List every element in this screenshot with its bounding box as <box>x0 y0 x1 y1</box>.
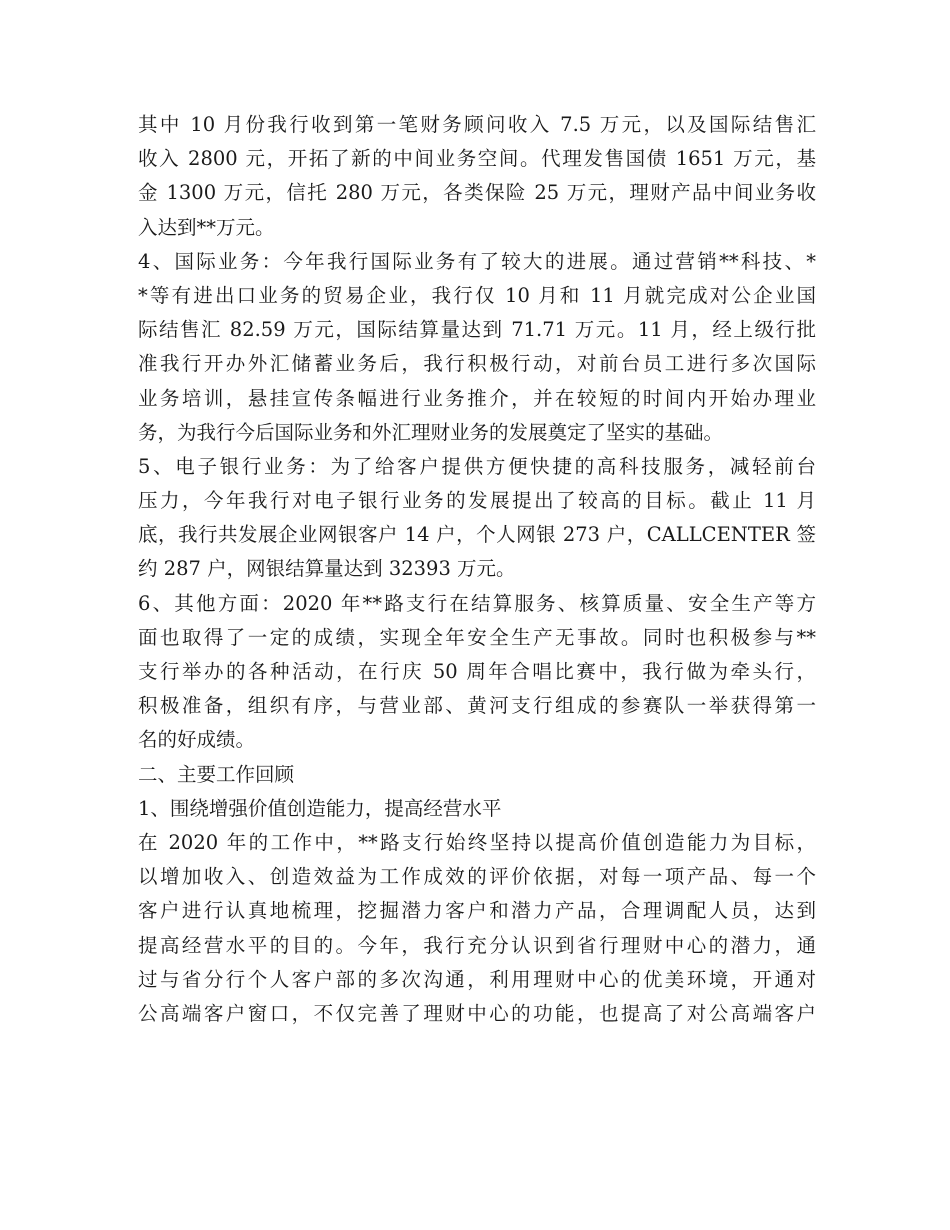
text-line: 名的好成绩。 <box>138 728 256 752</box>
text-line: 压力，今年我行对电子银行业务的发展提出了较高的目标。截止 11 月 <box>138 489 816 513</box>
text-line: 准我行开办外汇储蓄业务后，我行积极行动，对前台员工进行多次国际 <box>138 352 816 376</box>
subsection-1-heading: 1、围绕增强价值创造能力，提高经营水平 <box>138 796 502 820</box>
text-line: 公高端客户窗口，不仅完善了理财中心的功能，也提高了对公高端客户 <box>138 1001 816 1025</box>
text-line: *等有进出口业务的贸易企业，我行仅 10 月和 11 月就完成对公企业国 <box>138 283 816 307</box>
text-line: 面也取得了一定的成绩，实现全年安全生产无事故。同时也积极参与** <box>138 625 816 649</box>
text-line: 支行举办的各种活动，在行庆 50 周年合唱比赛中，我行做为牵头行， <box>138 660 816 683</box>
text-line: 客户进行认真地梳理，挖掘潜力客户和潜力产品，合理调配人员，达到 <box>138 899 816 923</box>
text-line: 过与省分行个人客户部的多次沟通，利用理财中心的优美环境，开通对 <box>138 967 816 991</box>
section-4-heading-line: 4、国际业务：今年我行国际业务有了较大的进展。通过营销**科技、* <box>138 249 816 273</box>
text-line: 际结售汇 82.59 万元，国际结算量达到 71.71 万元。11 月，经上级行批 <box>138 318 816 342</box>
text-line: 务，为我行今后国际业务和外汇理财业务的发展奠定了坚实的基础。 <box>138 420 724 444</box>
text-line: 以增加收入、创造效益为工作成效的评价依据，对每一项产品、每一个 <box>138 865 816 889</box>
document-body <box>138 108 816 1031</box>
part-2-heading: 二、主要工作回顾 <box>138 762 295 786</box>
text-line: 约 287 户，网银结算量达到 32393 万元。 <box>138 557 516 581</box>
text-line: 金 1300 万元，信托 280 万元，各类保险 25 万元，理财产品中间业务收 <box>138 181 816 205</box>
text-line: 收入 2800 元，开拓了新的中间业务空间。代理发售国债 1651 万元，基 <box>138 147 816 171</box>
text-line: 业务培训，悬挂宣传条幅进行业务推介，并在较短的时间内开始办理业 <box>138 386 816 410</box>
text-line: 其中 10 月份我行收到第一笔财务顾问收入 7.5 万元，以及国际结售汇 <box>138 113 816 136</box>
text-line: 提高经营水平的目的。今年，我行充分认识到省行理财中心的潜力，通 <box>138 933 816 957</box>
text-line: 入达到**万元。 <box>138 215 275 239</box>
section-5-heading-line: 5、电子银行业务：为了给客户提供方便快捷的高科技服务，减轻前台 <box>138 454 816 478</box>
text-line: 底，我行共发展企业网银客户 14 户，个人网银 273 户，CALLCENTER 签 <box>138 523 816 547</box>
section-6-heading-line: 6、其他方面：2020 年**路支行在结算服务、核算质量、安全生产等方 <box>138 591 816 615</box>
text-line: 在 2020 年的工作中，**路支行始终坚持以提高价值创造能力为目标， <box>138 830 816 854</box>
text-line: 积极准备，组织有序，与营业部、黄河支行组成的参赛队一举获得第一 <box>138 694 816 718</box>
